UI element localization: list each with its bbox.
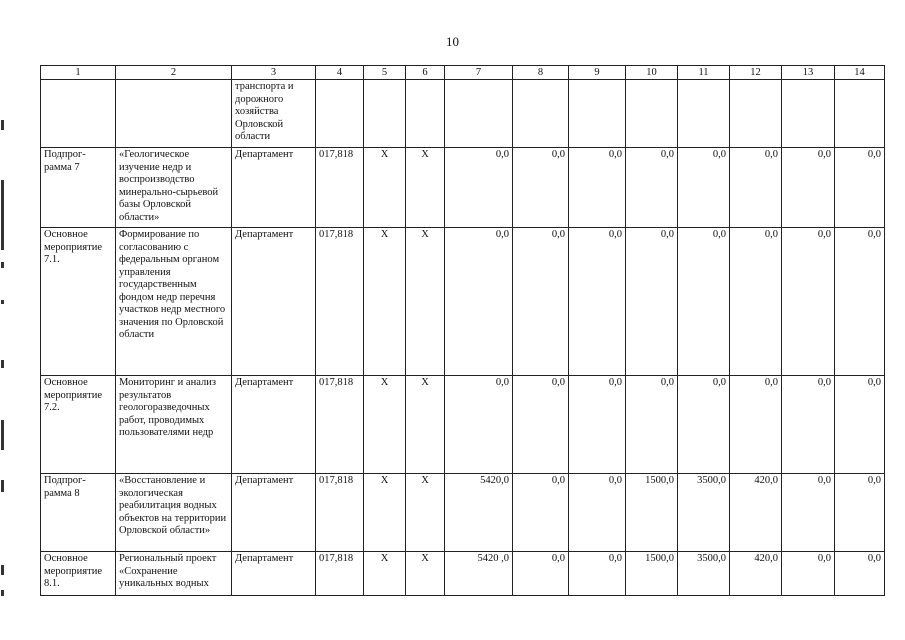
cell-col-14 [835, 80, 885, 148]
cell-col-14: 0,0 [835, 228, 885, 376]
cell-col-5: X [364, 552, 406, 596]
cell-col-14: 0,0 [835, 376, 885, 474]
column-header-3: 3 [232, 66, 316, 80]
cell-col-13: 0,0 [782, 474, 835, 552]
budget-table [40, 65, 885, 596]
column-header-8: 8 [513, 66, 569, 80]
cell-col-10: 0,0 [626, 376, 678, 474]
cell-col-6: X [406, 474, 445, 552]
cell-col-14: 0,0 [835, 474, 885, 552]
cell-name: «Геологическое изучение недр и воспроизводство минерально-сырьевой базы Орловской области» [116, 148, 232, 228]
cell-executor: транспорта и дорожного хозяйства Орловской области [232, 80, 316, 148]
cell-col-10: 0,0 [626, 228, 678, 376]
cell-col-8: 0,0 [513, 148, 569, 228]
cell-col-10: 1500,0 [626, 552, 678, 596]
cell-col-5 [364, 80, 406, 148]
cell-name [116, 80, 232, 148]
cell-col-7: 0,0 [445, 148, 513, 228]
table-row-measure-8-1 [41, 552, 885, 596]
cell-budget-code: 017,818 [316, 376, 364, 474]
cell-budget-code: 017,818 [316, 228, 364, 376]
cell-col-8 [513, 80, 569, 148]
cell-col-11: 3500,0 [678, 474, 730, 552]
cell-col-11: 3500,0 [678, 552, 730, 596]
cell-col-11 [678, 80, 730, 148]
cell-col-12: 0,0 [730, 376, 782, 474]
column-header-13: 13 [782, 66, 835, 80]
cell-name: Мониторинг и анализ результатов геологоразведочных работ, проводимых пользователями недр [116, 376, 232, 474]
cell-col-5: X [364, 376, 406, 474]
cell-col-5: X [364, 228, 406, 376]
cell-executor: Департамент [232, 228, 316, 376]
column-header-2: 2 [116, 66, 232, 80]
cell-budget-code: 017,818 [316, 148, 364, 228]
cell-col-12: 0,0 [730, 148, 782, 228]
cell-col-7: 0,0 [445, 376, 513, 474]
cell-name: «Восстановление и экологическая реабилитация водных объектов на территории Орловской области» [116, 474, 232, 552]
cell-col-5: X [364, 474, 406, 552]
cell-col-13: 0,0 [782, 552, 835, 596]
cell-col-11: 0,0 [678, 148, 730, 228]
cell-col-9: 0,0 [569, 376, 626, 474]
table-row-subprogram-7 [41, 148, 885, 228]
cell-col-8: 0,0 [513, 376, 569, 474]
cell-col-13: 0,0 [782, 376, 835, 474]
cell-col-7: 5420 ,0 [445, 552, 513, 596]
cell-col-14: 0,0 [835, 552, 885, 596]
page-number: 10 [446, 34, 459, 49]
cell-col-11: 0,0 [678, 228, 730, 376]
scan-edge-marks [0, 0, 6, 640]
cell-code [41, 80, 116, 148]
cell-col-9: 0,0 [569, 552, 626, 596]
cell-col-5: X [364, 148, 406, 228]
cell-col-10 [626, 80, 678, 148]
cell-executor: Департамент [232, 552, 316, 596]
cell-col-12: 0,0 [730, 228, 782, 376]
column-header-14: 14 [835, 66, 885, 80]
cell-col-13: 0,0 [782, 148, 835, 228]
cell-col-10: 0,0 [626, 148, 678, 228]
column-header-4: 4 [316, 66, 364, 80]
table-row-measure-7-2 [41, 376, 885, 474]
column-number-header [41, 66, 885, 80]
cell-col-13 [782, 80, 835, 148]
cell-col-9 [569, 80, 626, 148]
cell-col-12: 420,0 [730, 474, 782, 552]
cell-budget-code [316, 80, 364, 148]
cell-executor: Департамент [232, 474, 316, 552]
cell-col-14: 0,0 [835, 148, 885, 228]
cell-col-6: X [406, 148, 445, 228]
cell-col-9: 0,0 [569, 228, 626, 376]
cell-col-12: 420,0 [730, 552, 782, 596]
cell-col-12 [730, 80, 782, 148]
cell-budget-code: 017,818 [316, 474, 364, 552]
cell-col-6: X [406, 228, 445, 376]
cell-col-8: 0,0 [513, 228, 569, 376]
column-header-10: 10 [626, 66, 678, 80]
table-row-measure-7-1 [41, 228, 885, 376]
cell-col-13: 0,0 [782, 228, 835, 376]
cell-col-8: 0,0 [513, 474, 569, 552]
cell-name: Региональный проект «Сохранение уникальных водных [116, 552, 232, 596]
cell-name: Формирование по согласованию с федеральным органом управления государственным фондом недр перечня участков недр местного значения по Орловской области [116, 228, 232, 376]
cell-code: Основное мероприятие 7.1. [41, 228, 116, 376]
cell-col-10: 1500,0 [626, 474, 678, 552]
cell-col-7: 5420,0 [445, 474, 513, 552]
cell-col-7: 0,0 [445, 228, 513, 376]
column-header-5: 5 [364, 66, 406, 80]
column-header-9: 9 [569, 66, 626, 80]
cell-col-9: 0,0 [569, 148, 626, 228]
table-row-subprogram-8 [41, 474, 885, 552]
cell-code: Основное мероприятие 8.1. [41, 552, 116, 596]
cell-executor: Департамент [232, 376, 316, 474]
column-header-7: 7 [445, 66, 513, 80]
cell-col-6 [406, 80, 445, 148]
column-header-6: 6 [406, 66, 445, 80]
cell-col-8: 0,0 [513, 552, 569, 596]
cell-col-11: 0,0 [678, 376, 730, 474]
cell-code: Подпрог-рамма 8 [41, 474, 116, 552]
cell-executor: Департамент [232, 148, 316, 228]
cell-col-9: 0,0 [569, 474, 626, 552]
table-row-continuation-row [41, 80, 885, 148]
cell-col-6: X [406, 376, 445, 474]
cell-col-6: X [406, 552, 445, 596]
column-header-1: 1 [41, 66, 116, 80]
cell-code: Подпрог-рамма 7 [41, 148, 116, 228]
cell-budget-code: 017,818 [316, 552, 364, 596]
cell-code: Основное мероприятие 7.2. [41, 376, 116, 474]
column-header-11: 11 [678, 66, 730, 80]
column-header-12: 12 [730, 66, 782, 80]
cell-col-7 [445, 80, 513, 148]
